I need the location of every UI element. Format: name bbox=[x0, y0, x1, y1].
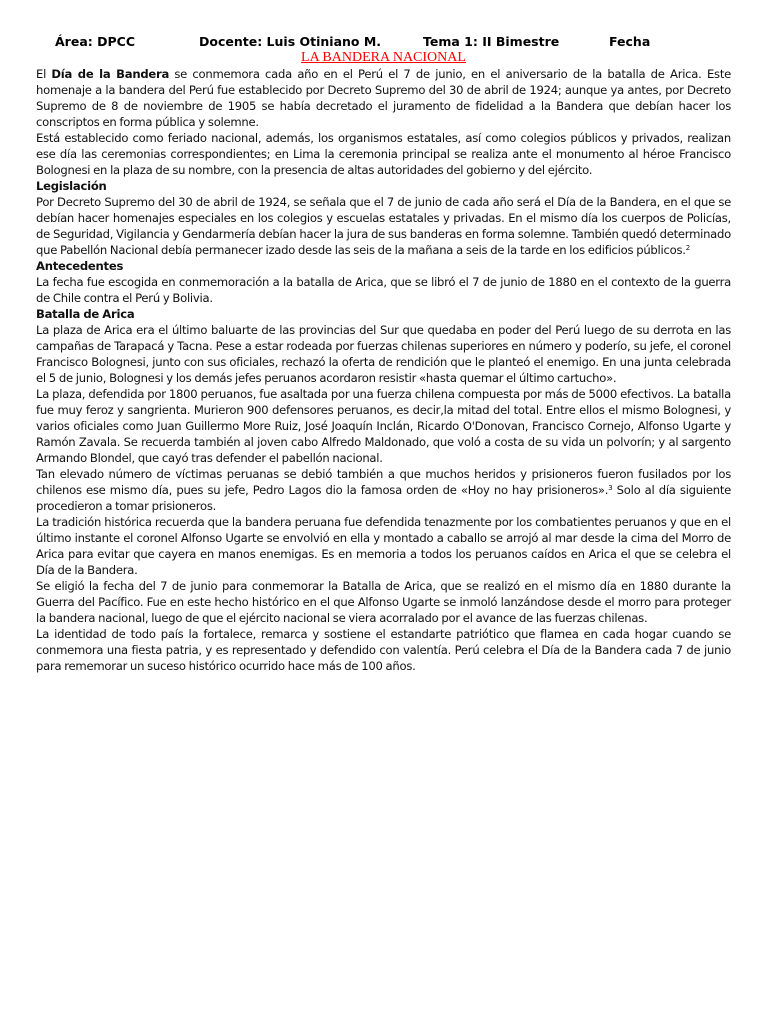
batalla-p3-rest: Solo al día siguiente procedieron a tomar prisioneros. bbox=[36, 483, 731, 513]
document-title: LA BANDERA NACIONAL bbox=[301, 50, 466, 65]
document-header bbox=[36, 34, 731, 50]
intro-paragraph-2: Está establecido como feriado nacional, además, los organismos estatales, así como colegios públicos y privados, realizan ese día las ceremonias correspondientes; en Lima la ceremonia principal se realiza ante el monumento al héroe Francisco Bolognesi en la plaza de su nombre, con la presencia de altas autoridades del gobierno y del ejército. bbox=[36, 131, 731, 177]
batalla-paragraph-3 bbox=[36, 466, 731, 514]
header-area: Área: DPCC bbox=[55, 34, 135, 49]
batalla-paragraph-2: La plaza, defendida por 1800 peruanos, fue asaltada por una fuerza chilena compuesta por más de 5000 efectivos. La batalla fue muy feroz y sangrienta. Murieron 900 defensores peruanos, es decir,la mitad del total. Entre ellos el mismo Bolognesi, y varios oficiales como Juan Guillermo More Ruiz, José Joaquín Inclán, Ricardo O'Donovan, Francisco Cornejo, Alfonso Ugarte y Ramón Zavala. Se recuerda también al joven cabo Alfredo Maldonado, que voló a costa de su vida un polvorín; y al sargento Armando Blondel, que cayó tras defender el pabellón nacional. bbox=[36, 387, 731, 465]
legislacion-paragraph-1 bbox=[36, 194, 731, 258]
batalla-paragraph-6: La identidad de todo país la fortalece, remarca y sostiene el estandarte patriótico que flamea en cada hogar cuando se conmemora una fiesta patria, y es representado y defendido con valentía. Perú celebra el Día de la Bandera cada 7 de junio para rememorar un suceso histórico ocurrido hace más de 100 años. bbox=[36, 627, 731, 673]
intro-p1-rest: se conmemora cada año en el Perú el 7 de junio, en el aniversario de la batalla de Arica. Este homenaje a la bandera del Perú fue establecido por Decreto Supremo del 30 de abril de 1924; aunque ya antes, por Decreto Supremo de 8 de noviembre de 1905 se había decretado el juramento de fidelidad a la Bandera que debían hacer los conscriptos en forma pública y solemne. bbox=[36, 67, 731, 129]
batalla-paragraph-4: La tradición histórica recuerda que la bandera peruana fue defendida tenazmente por los combatientes peruanos y que en el último instante el coronel Alfonso Ugarte se envolvió en ella y montado a caballo se arrojó al mar desde la cima del Morro de Arica para evitar que cayera en manos enemigas. Es en memoria a todos los peruanos caídos en Arica el que se celebra el Día de la Bandera. bbox=[36, 515, 731, 577]
header-tema: Tema 1: II Bimestre bbox=[423, 34, 560, 49]
intro-p1-start: El bbox=[36, 67, 52, 81]
legislacion-p1-text: Por Decreto Supremo del 30 de abril de 1924, se señala que el 7 de junio de cada año será el Día de la Bandera, en el que se debían hacer homenajes especiales en los colegios y escuelas estatales y privadas. En el mismo día los cuerpos de Policías, de Seguridad, Vigilancia y Gendarmería debían hacer la jura de sus banderas en forma solemne. También quedó determinado que Pabellón Nacional debía permanecer izado desde las seis de la mañana a seis de la tarde en los edificios públicos. bbox=[36, 195, 731, 257]
section-heading-antecedentes: Antecedentes bbox=[36, 259, 124, 273]
document-body bbox=[36, 66, 731, 674]
footnote-marker-3: 3 bbox=[608, 484, 613, 492]
intro-paragraph-1 bbox=[36, 66, 731, 130]
batalla-paragraph-1: La plaza de Arica era el último baluarte de las provincias del Sur que quedaba en poder del Perú luego de su derrota en las campañas de Tarapacá y Tacna. Pese a estar rodeada por fuerzas chilenas superiores en número y poderío, su jefe, el coronel Francisco Bolognesi, junto con sus oficiales, rechazó la oferta de rendición que le planteó el enemigo. En una junta celebrada el 5 de junio, Bolognesi y los demás jefes peruanos acordaron resistir «hasta quemar el último cartucho». bbox=[36, 323, 731, 385]
section-heading-batalla: Batalla de Arica bbox=[36, 307, 135, 321]
header-docente: Docente: Luis Otiniano M. bbox=[199, 34, 382, 49]
document-page bbox=[36, 34, 731, 674]
batalla-paragraph-5: Se eligió la fecha del 7 de junio para conmemorar la Batalla de Arica, que se realizó en el mismo día en 1880 durante la Guerra del Pacífico. Fue en este hecho histórico en el que Alfonso Ugarte se inmoló lanzándose desde el morro para proteger la bandera nacional, luego de que el ejército nacional se viera acorralado por el avance de las fuerzas chilenas. bbox=[36, 579, 731, 625]
intro-p1-bold: Día de la Bandera bbox=[51, 67, 170, 81]
batalla-p3-text: Tan elevado número de víctimas peruanas se debió también a que muchos heridos y prisioneros fueron fusilados por los chilenos ese mismo día, pues su jefe, Pedro Lagos dio la famosa orden de «Hoy no hay prisioneros». bbox=[36, 467, 731, 497]
section-heading-legislacion: Legislación bbox=[36, 179, 107, 193]
header-fecha: Fecha bbox=[609, 34, 651, 49]
footnote-marker-2: 2 bbox=[685, 244, 690, 252]
antecedentes-paragraph-1: La fecha fue escogida en conmemoración a la batalla de Arica, que se libró el 7 de junio de 1880 en el contexto de la guerra de Chile contra el Perú y Bolivia. bbox=[36, 275, 731, 305]
